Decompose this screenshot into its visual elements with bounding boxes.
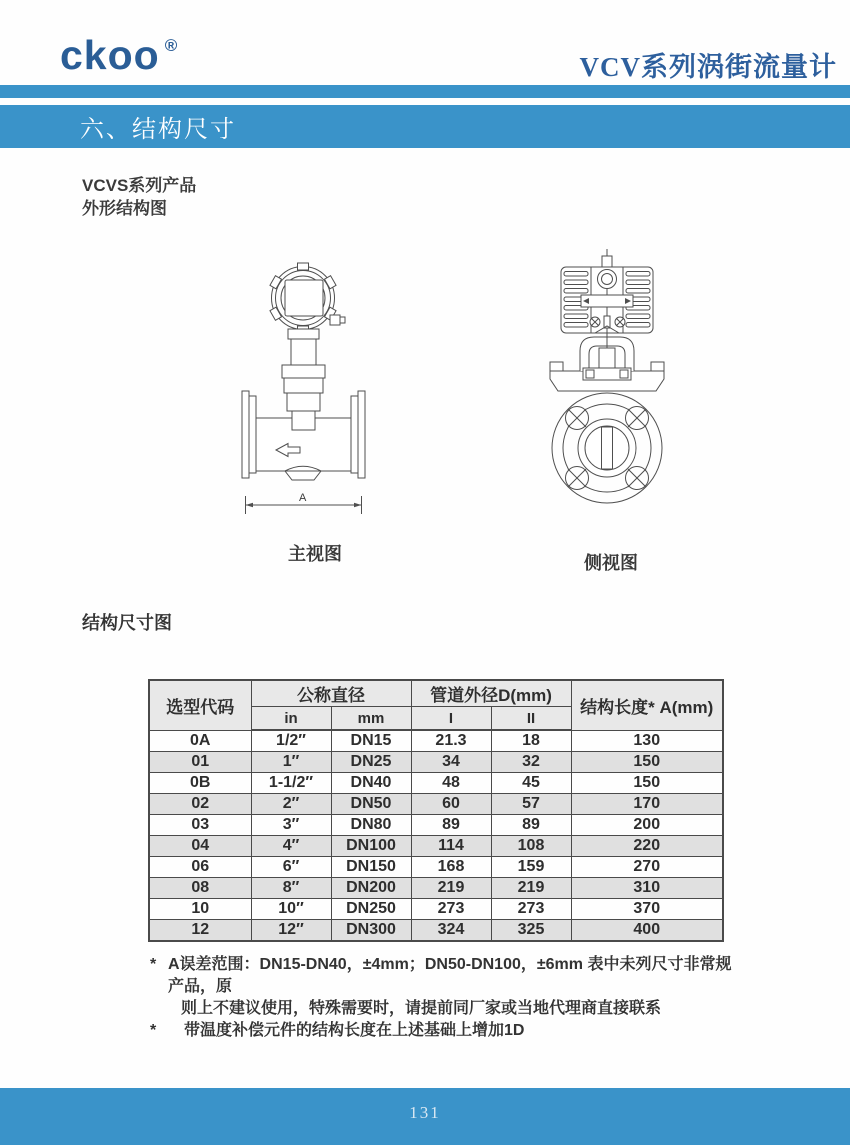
cell-dn: DN80 [331,815,411,836]
table-row [149,752,723,773]
section-title: 六、结构尺寸 [80,116,236,143]
cell-inch: 1″ [251,752,331,773]
table-section-title: 结构尺寸图 [82,613,172,633]
cell-od1: 89 [411,815,491,836]
cell-dn: DN250 [331,899,411,920]
cell-inch: 1-1/2″ [251,773,331,794]
cell-length: 220 [571,836,723,857]
cell-dn: DN300 [331,920,411,942]
footnote-tolerance-line2: 则上不建议使用，特殊需要时，请提前同厂家或当地代理商直接联系 [181,1000,662,1017]
cell-code: 12 [149,920,251,942]
figure-intro [82,174,196,220]
cell-od2: 89 [491,815,571,836]
cell-od1: 324 [411,920,491,942]
table-row [149,878,723,899]
footnote-temperature-text: 带温度补偿元件的结构长度在上述基础上增加1D [184,1022,525,1039]
dimension-table [148,679,724,942]
cell-od2: 45 [491,773,571,794]
cell-od2: 325 [491,920,571,942]
cell-code: 10 [149,899,251,920]
table-row [149,773,723,794]
table-row [149,794,723,815]
asterisk-marker: * [150,1022,157,1039]
cell-code: 04 [149,836,251,857]
subcol-header-od-1: I [411,707,491,731]
registered-trademark-icon: ® [164,36,178,55]
cell-inch: 1/2″ [251,730,331,752]
cell-od2: 159 [491,857,571,878]
cell-inch: 6″ [251,857,331,878]
cell-od1: 48 [411,773,491,794]
col-header-pipe-od: 管道外径D(mm) [411,680,571,707]
table-row [149,815,723,836]
cell-inch: 8″ [251,878,331,899]
cell-length: 170 [571,794,723,815]
table-row [149,857,723,878]
cell-dn: DN25 [331,752,411,773]
cell-length: 370 [571,899,723,920]
table-row [149,920,723,942]
subcol-header-in: in [251,707,331,731]
side-view-caption: 侧视图 [584,553,638,573]
cell-od1: 114 [411,836,491,857]
cell-od2: 108 [491,836,571,857]
footnote-tolerance [150,954,735,1020]
front-view-caption: 主视图 [288,544,342,564]
figure-intro-line1: VCVS系列产品 [82,176,197,195]
cell-inch: 3″ [251,815,331,836]
cell-inch: 10″ [251,899,331,920]
cell-inch: 2″ [251,794,331,815]
dimension-a-label: A [299,492,307,504]
cell-od2: 32 [491,752,571,773]
header-divider-bar [0,85,850,98]
cell-od1: 219 [411,878,491,899]
col-header-nominal-diameter: 公称直径 [251,680,411,707]
cell-dn: DN150 [331,857,411,878]
cell-length: 150 [571,773,723,794]
page-number: 131 [409,1102,441,1122]
cell-length: 200 [571,815,723,836]
table-row [149,730,723,752]
cell-dn: DN40 [331,773,411,794]
cell-code: 0B [149,773,251,794]
front-view-drawing [235,258,395,530]
table-row [149,836,723,857]
cell-inch: 4″ [251,836,331,857]
cell-length: 310 [571,878,723,899]
brand-logo-text: ckoo [60,32,160,78]
cell-od2: 18 [491,730,571,752]
cell-code: 08 [149,878,251,899]
figure-intro-line2: 外形结构图 [82,199,167,218]
page-footer [0,1088,850,1145]
cell-code: 01 [149,752,251,773]
cell-od1: 21.3 [411,730,491,752]
asterisk-marker: * [150,956,157,973]
cell-dn: DN15 [331,730,411,752]
cell-code: 03 [149,815,251,836]
cell-dn: DN200 [331,878,411,899]
cell-length: 270 [571,857,723,878]
cell-length: 130 [571,730,723,752]
cell-od2: 57 [491,794,571,815]
col-header-code: 选型代码 [149,680,251,730]
footnotes [150,954,735,1042]
cell-od1: 168 [411,857,491,878]
footnote-tolerance-line1: A误差范围：DN15-DN40，±4mm；DN50-DN100，±6mm 表中未列尺寸非常规产品，原 [168,956,732,995]
cell-code: 02 [149,794,251,815]
cell-code: 0A [149,730,251,752]
col-header-structure-length: 结构长度* A(mm) [571,680,723,730]
cell-length: 150 [571,752,723,773]
cell-od1: 34 [411,752,491,773]
brand-logo [60,32,178,79]
subcol-header-mm: mm [331,707,411,731]
table-row [149,899,723,920]
cell-dn: DN100 [331,836,411,857]
cell-length: 400 [571,920,723,942]
cell-code: 06 [149,857,251,878]
side-view-drawing [525,248,697,543]
cell-od2: 219 [491,878,571,899]
cell-od1: 60 [411,794,491,815]
section-header-bar [0,105,850,148]
cell-od1: 273 [411,899,491,920]
cell-od2: 273 [491,899,571,920]
cell-inch: 12″ [251,920,331,942]
document-title: VCV系列涡街流量计 [579,52,837,82]
cell-dn: DN50 [331,794,411,815]
subcol-header-od-2: II [491,707,571,731]
footnote-temperature [150,1020,735,1042]
